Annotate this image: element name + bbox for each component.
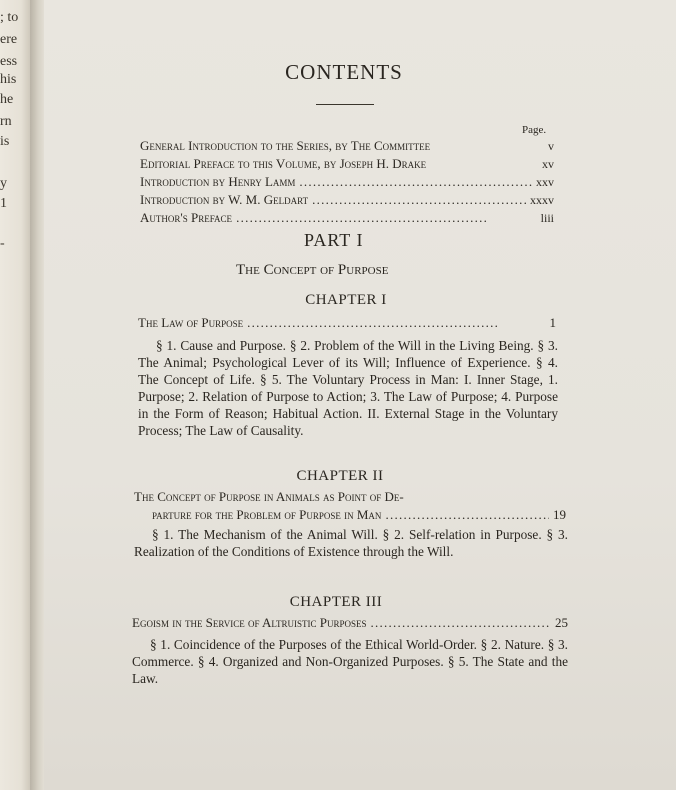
chapter-summary-text: § 1. Cause and Purpose. § 2. Problem of the Will in the Living Being. § 3. The Animal; Psychological Lever of its Will; Influence of Experience. § 4. The Concept of Life. § 5. The Voluntary Process in Man: I. Inner Stage, 1. Purpose; 2. Relation of Purpose to Action; 3. The Law of Purpose; 4. Purpose in the Form of Reason; Habitual Action. II. External Stage in the Voluntary Process; The Law of Causality. bbox=[138, 338, 558, 438]
part-heading: PART I bbox=[304, 230, 364, 250]
page-column-label: Page. bbox=[522, 124, 547, 136]
chapter-heading: CHAPTER II bbox=[296, 468, 384, 484]
chapter-title: The Concept of Purpose in Animals as Point of De- bbox=[134, 489, 404, 504]
facing-page-fragment: ess bbox=[0, 54, 18, 69]
facing-page-fragment: is bbox=[0, 134, 10, 149]
dot-leader bbox=[371, 614, 551, 632]
facing-page-fragment: his bbox=[0, 72, 17, 87]
dot-leader bbox=[247, 314, 545, 332]
front-matter-list bbox=[140, 137, 554, 227]
front-matter-entry bbox=[140, 155, 554, 173]
chapter-title: Egoism in the Service of Altruistic Purposes bbox=[132, 615, 367, 630]
facing-page-fragment: 1 bbox=[0, 196, 7, 211]
entry-page: xxv bbox=[536, 175, 554, 189]
entry-page: xxxv bbox=[530, 193, 554, 207]
entry-label: General Introduction to the Series, by The Committee bbox=[140, 138, 431, 153]
dot-leader bbox=[299, 173, 532, 190]
chapter-summary bbox=[132, 636, 568, 687]
title-divider bbox=[316, 104, 374, 105]
entry-page: liii bbox=[540, 211, 554, 225]
facing-page-fragment: ; to bbox=[0, 10, 19, 25]
front-matter-entry bbox=[140, 209, 554, 227]
dot-leader bbox=[236, 209, 537, 226]
part-subtitle: The Concept of Purpose bbox=[236, 262, 389, 278]
facing-page-fragment: y bbox=[0, 176, 7, 191]
chapter-page: 1 bbox=[549, 315, 556, 330]
chapter-heading: CHAPTER III bbox=[289, 594, 383, 610]
chapter-title: The Law of Purpose bbox=[138, 315, 244, 330]
chapter-summary-text: § 1. The Mechanism of the Animal Will. § 2. Self-relation in Purpose. § 3. Realization of the Conditions of Existence through the Will. bbox=[134, 527, 568, 559]
chapter-title-continued: parture for the Problem of Purpose in Man bbox=[152, 507, 382, 522]
chapter-summary-text: § 1. Coincidence of the Purposes of the Ethical World-Order. § 2. Nature. § 3. Commerce. § 4. Organized and Non-Organized Purposes. § 5. The State and the Law. bbox=[132, 637, 568, 686]
facing-page-fragment: - bbox=[0, 236, 5, 251]
entry-page: xv bbox=[542, 157, 554, 171]
chapter-summary bbox=[134, 526, 568, 560]
contents-page bbox=[44, 0, 676, 790]
facing-page-fragment: ere bbox=[0, 32, 18, 47]
chapter-heading: CHAPTER I bbox=[305, 292, 387, 308]
entry-label: Editorial Preface to this Volume, by Joseph H. Drake bbox=[140, 156, 427, 171]
chapter-title-block bbox=[134, 488, 566, 524]
dot-leader bbox=[312, 191, 526, 208]
front-matter-entry bbox=[140, 173, 554, 191]
chapter-page: 25 bbox=[555, 615, 568, 630]
entry-label: Introduction by W. M. Geldart bbox=[140, 192, 309, 207]
facing-page-fragment: rn bbox=[0, 114, 12, 129]
chapter-summary bbox=[138, 337, 558, 439]
facing-page-fragment: he bbox=[0, 92, 14, 107]
book-gutter bbox=[30, 0, 44, 790]
dot-leader bbox=[385, 506, 549, 524]
entry-label: Author's Preface bbox=[140, 210, 233, 225]
entry-page: v bbox=[548, 139, 554, 153]
page-title: CONTENTS bbox=[285, 60, 403, 84]
facing-page-edge bbox=[0, 0, 30, 790]
chapter-title-line bbox=[138, 314, 556, 332]
front-matter-entry bbox=[140, 137, 554, 155]
chapter-page: 19 bbox=[553, 507, 566, 522]
front-matter-entry bbox=[140, 191, 554, 209]
entry-label: Introduction by Henry Lamm bbox=[140, 174, 296, 189]
chapter-title-line bbox=[132, 614, 568, 632]
